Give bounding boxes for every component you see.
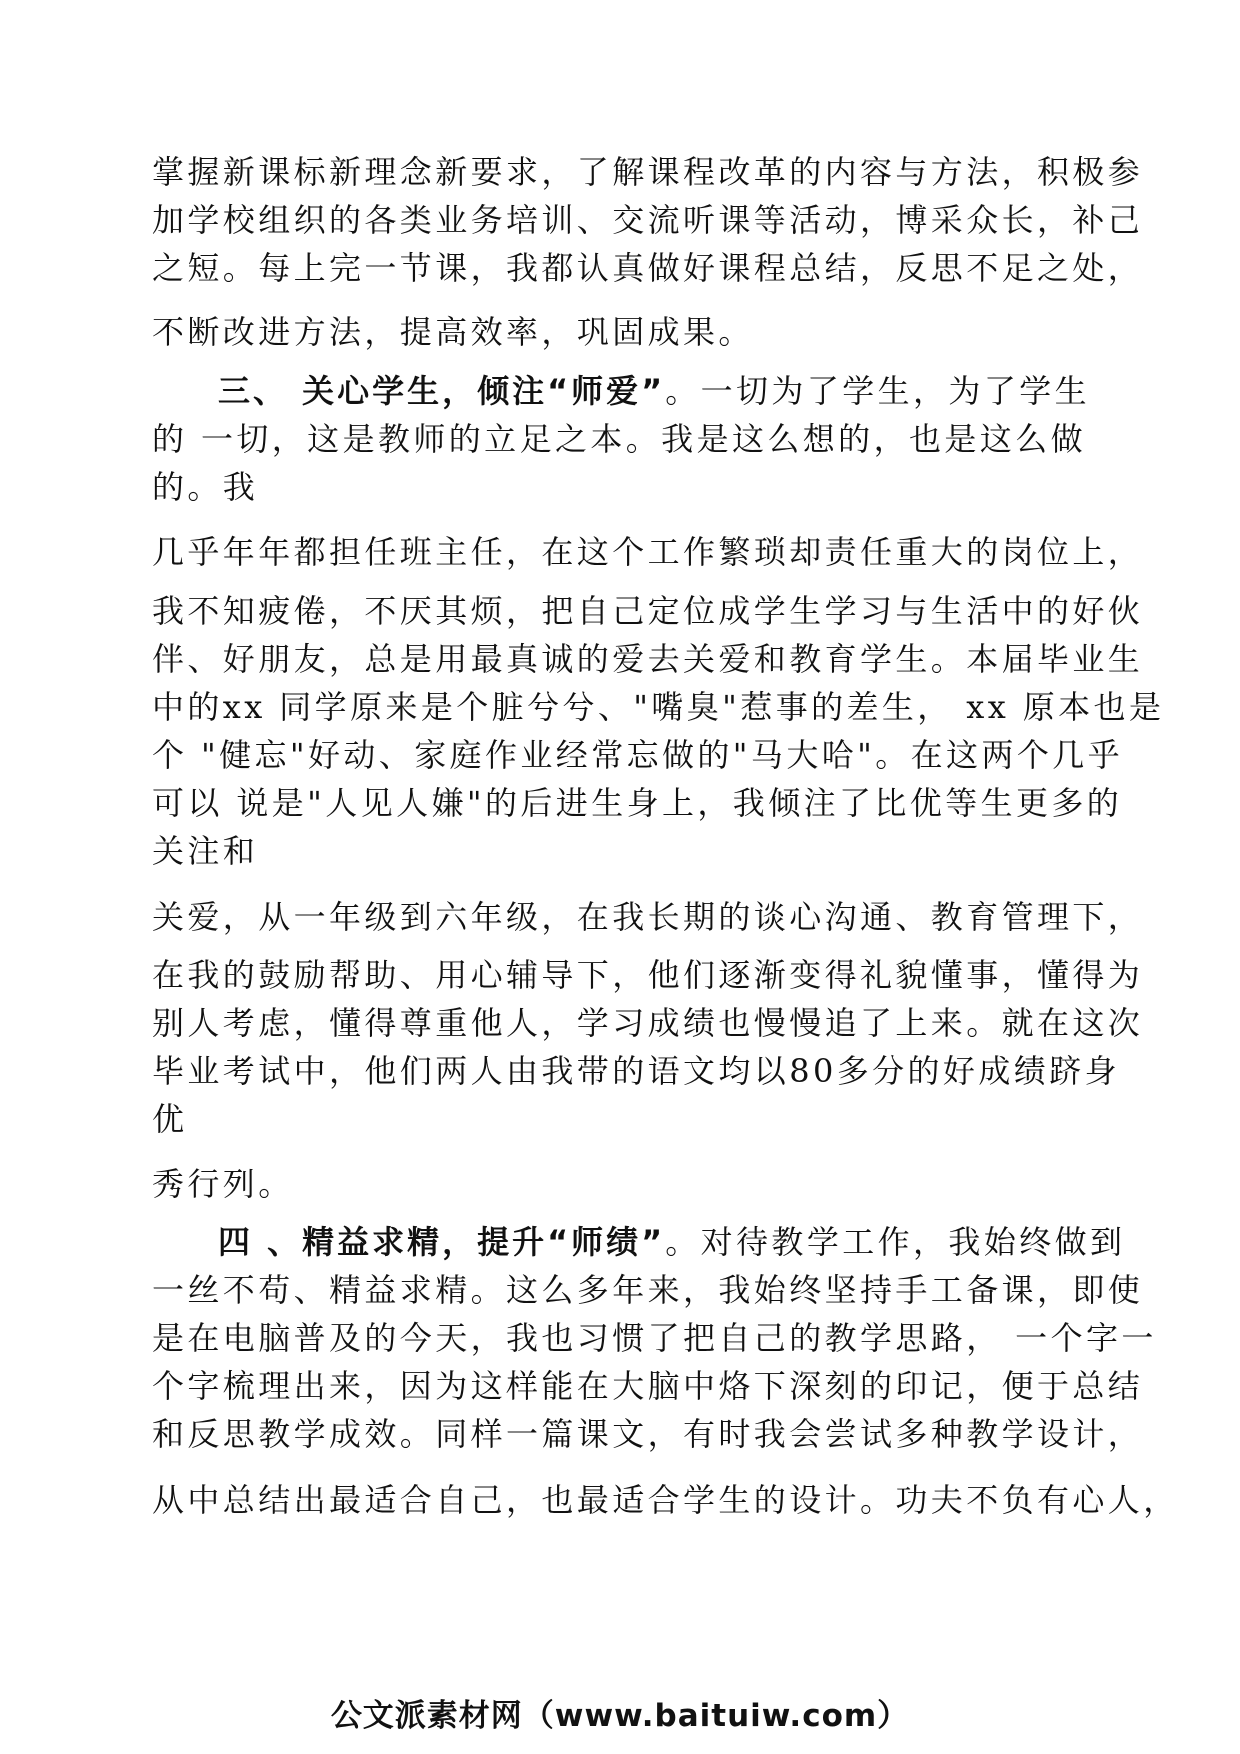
body-line: 加学校组织的各类业务培训、交流听课等活动，博采众长，补己 [152, 201, 1144, 239]
body-line: 和反思教学成效。同样一篇课文，有时我会尝试多种教学设计， [152, 1415, 1144, 1453]
body-line: 别人考虑，懂得尊重他人，学习成绩也慢慢追了上来。就在这次 [152, 1004, 1144, 1042]
section-heading-4-text: 。对待教学工作，我始终做到 [665, 1223, 1126, 1261]
body-line: 掌握新课标新理念新要求，了解课程改革的内容与方法，积极参 [152, 153, 1144, 191]
section-heading-3-label: 三、 关心学生，倾注“师爱” [218, 372, 666, 410]
body-line: 秀行列。 [152, 1165, 294, 1203]
body-line: 伴、好朋友，总是用最真诚的爱去关爱和教育学生。本届毕业生 [152, 640, 1144, 678]
section-heading-3-text: 。一切为了学生，为了学生 [665, 372, 1091, 410]
body-line: 之短。每上完一节课，我都认真做好课程总结，反思不足之处， [152, 249, 1144, 287]
footer-watermark: 公文派素材网（www.baituiw.com） [330, 1698, 910, 1734]
section-heading-4 [152, 1222, 1125, 1262]
body-line: 优 [152, 1100, 188, 1138]
body-line: 从中总结出最适合自己，也最适合学生的设计。功夫不负有心人， [152, 1481, 1179, 1519]
body-line: 在我的鼓励帮助、用心辅导下，他们逐渐变得礼貌懂事，懂得为 [152, 956, 1144, 994]
body-line: 不断改进方法，提高效率，巩固成果。 [152, 313, 754, 351]
body-line: 一丝不苟、精益求精。这么多年来，我始终坚持手工备课，即使 [152, 1271, 1144, 1309]
body-line: 几乎年年都担任班主任，在这个工作繁琐却责任重大的岗位上， [152, 533, 1144, 571]
body-line: 是在电脑普及的今天，我也习惯了把自己的教学思路， 一个字一 [152, 1319, 1157, 1357]
body-line: 个 "健忘"好动、家庭作业经常忘做的"马大哈"。在这两个几乎 [152, 736, 1124, 774]
body-line: 个字梳理出来，因为这样能在大脑中烙下深刻的印记，便于总结 [152, 1367, 1144, 1405]
section-heading-3 [152, 371, 1090, 411]
body-line: 我不知疲倦，不厌其烦，把自己定位成学生学习与生活中的好伙 [152, 592, 1144, 630]
body-line: 关爱，从一年级到六年级，在我长期的谈心沟通、教育管理下， [152, 898, 1144, 936]
body-line: 可以 说是"人见人嫌"的后进生身上，我倾注了比优等生更多的 [152, 784, 1123, 822]
body-line: 毕业考试中，他们两人由我带的语文均以80多分的好成绩跻身 [152, 1052, 1120, 1090]
section-heading-4-label: 四 、精益求精，提升“师绩” [218, 1223, 666, 1261]
body-line: 中的xx 同学原来是个脏兮兮、"嘴臭"惹事的差生， xx 原本也是 [152, 688, 1165, 726]
body-line: 的。我 [152, 468, 259, 506]
body-line: 的 一切，这是教师的立足之本。我是这么想的，也是这么做 [152, 420, 1086, 458]
body-line: 关注和 [152, 832, 259, 870]
